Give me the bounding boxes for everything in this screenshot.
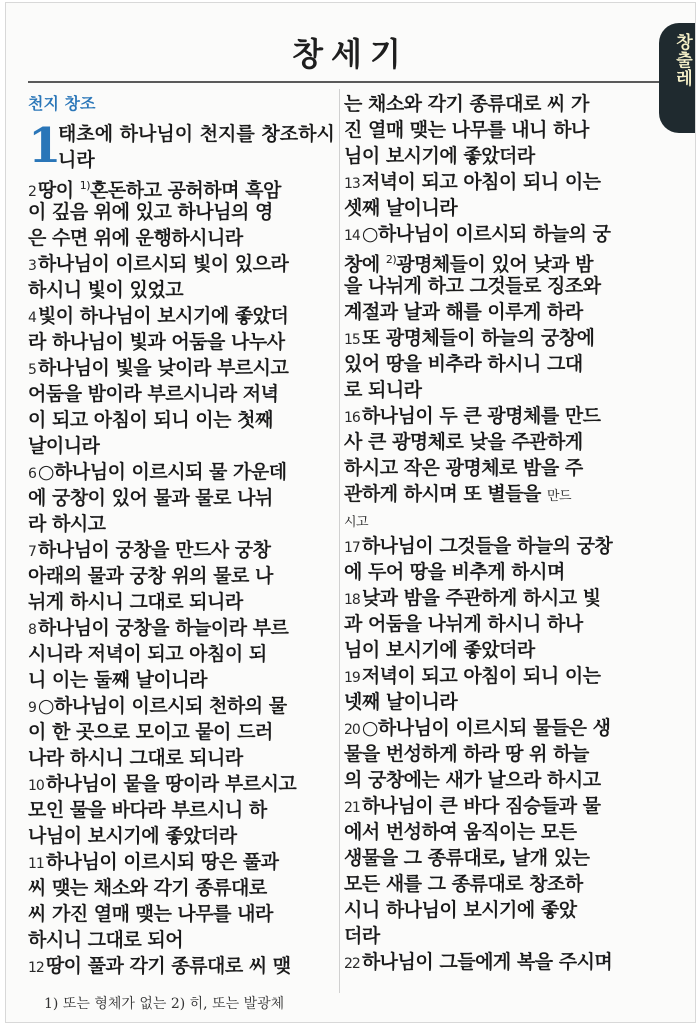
verse-text: 이 되고 아침이 되니 이는 첫째 xyxy=(28,409,273,431)
chapter-number: 1 xyxy=(28,118,62,174)
verse-line xyxy=(28,537,350,563)
verse-text: 모인 물을 바다라 부르시니 하 xyxy=(28,799,267,821)
left-verse-lines xyxy=(28,173,350,979)
verse-line xyxy=(344,689,672,715)
verse-text: 하나님이 그들에게 복을 주시며 xyxy=(361,951,613,973)
verse-line xyxy=(344,299,672,325)
verse-line xyxy=(28,771,350,797)
verse-text: 생물을 그 종류대로, 날개 있는 xyxy=(344,847,590,869)
verse-text: 진 열매 맺는 나무를 내니 하나 xyxy=(344,119,589,141)
verse-line xyxy=(28,615,350,641)
verse-line xyxy=(344,429,672,455)
verse-text: 사 큰 광명체로 낮을 주관하게 xyxy=(344,431,583,453)
verse-line xyxy=(344,455,672,481)
verse-text: 님이 보시기에 좋았더라 xyxy=(344,639,535,661)
verse-text: 하나님이 그것들을 하늘의 궁창 xyxy=(361,535,613,557)
verse-number: 10 xyxy=(28,778,44,794)
verse-line xyxy=(28,459,350,485)
verse-number: 22 xyxy=(344,956,360,972)
chapter-start xyxy=(28,118,350,174)
verse-text: 하나님이 이르시되 땅은 풀과 xyxy=(45,851,279,873)
verse-line xyxy=(344,871,672,897)
verse-number: 7 xyxy=(28,544,36,560)
verse-line xyxy=(344,325,672,351)
verse-line xyxy=(344,169,672,195)
verse-number: 18 xyxy=(344,592,360,608)
verse-line xyxy=(28,407,350,433)
verse-text: 시니 하나님이 보시기에 좋았 xyxy=(344,899,577,921)
verse-line xyxy=(28,355,350,381)
verse-text: 이 깊음 위에 있고 하나님의 영 xyxy=(28,201,273,223)
verse-line xyxy=(344,741,672,767)
verse-text: 셋째 날이니라 xyxy=(344,197,458,219)
verse-text-small: 시고 xyxy=(344,515,369,530)
verse-text: 에서 번성하여 움직이는 모든 xyxy=(344,821,577,843)
verse-text: ○하나님이 이르시되 하늘의 궁 xyxy=(361,223,611,245)
verse-text-continued: 혼돈하고 공허하며 흑암 xyxy=(90,179,281,202)
verse-text: 땅이 xyxy=(37,179,80,202)
verse-text: 저녁이 되고 아침이 되니 이는 xyxy=(361,171,601,193)
verse-text: 하시니 빛이 있었고 xyxy=(28,279,184,301)
header-rule xyxy=(28,81,684,83)
verse-line xyxy=(344,91,672,117)
verse-line xyxy=(344,819,672,845)
verse-line xyxy=(28,511,350,537)
verse-text: 하시니 그대로 되어 xyxy=(28,929,184,951)
verse-line xyxy=(28,823,350,849)
verse-text: 나라 하시니 그대로 되니라 xyxy=(28,747,243,769)
verse-line xyxy=(344,715,672,741)
verse-line xyxy=(28,927,350,953)
verse-line xyxy=(344,195,672,221)
verse-text: 하나님이 뭍을 땅이라 부르시고 xyxy=(45,773,297,795)
verse-line xyxy=(344,273,672,299)
verse-line xyxy=(344,793,672,819)
verse-line xyxy=(28,173,350,202)
verse-text: 아래의 물과 궁창 위의 물로 나 xyxy=(28,565,273,587)
verse-number: 8 xyxy=(28,622,36,638)
verse-number: 17 xyxy=(344,540,360,556)
verse-line xyxy=(344,845,672,871)
verse-line xyxy=(28,303,350,329)
bible-page xyxy=(5,2,696,1023)
verse-number: 14 xyxy=(344,228,360,244)
verse-text: 하나님이 궁창을 하늘이라 부르 xyxy=(37,617,289,639)
verse-text: 씨 가진 열매 맺는 나무를 내라 xyxy=(28,903,273,925)
verse-text: 나님이 보시기에 좋았더라 xyxy=(28,825,237,847)
verse-text: 하나님이 이르시되 빛이 있으라 xyxy=(37,253,289,275)
verse-text: 의 궁창에는 새가 날으라 하시고 xyxy=(344,769,601,791)
verse-text: 낮과 밤을 주관하게 하시고 빛 xyxy=(361,587,601,609)
footnote-marker[interactable]: 2) xyxy=(385,253,397,266)
verse-text: 하나님이 궁창을 만드사 궁창 xyxy=(37,539,271,561)
verse-text: 에 궁창이 있어 물과 물로 나뉘 xyxy=(28,487,273,509)
verse-line xyxy=(28,381,350,407)
verse-text: ○하나님이 이르시되 천하의 물 xyxy=(37,695,287,717)
section-heading: 천지 창조 xyxy=(28,94,96,113)
verse-text: 빛이 하나님이 보시기에 좋았더 xyxy=(37,305,289,327)
verse-line xyxy=(344,923,672,949)
verse-number: 9 xyxy=(28,700,36,716)
verse-text: 씨 맺는 채소와 각기 종류대로 xyxy=(28,877,267,899)
verse-number: 12 xyxy=(28,960,44,976)
verse-number: 11 xyxy=(28,856,44,872)
verse-line xyxy=(344,351,672,377)
verse-text: 하나님이 큰 바다 짐승들과 물 xyxy=(361,795,601,817)
verse-text: 창에 xyxy=(344,253,386,276)
verse-text-small: 만드 xyxy=(547,489,572,504)
verse-line xyxy=(344,949,672,975)
verse-line xyxy=(344,481,672,507)
verse-line xyxy=(344,767,672,793)
verse-number: 13 xyxy=(344,176,360,192)
verse-line xyxy=(344,403,672,429)
verse-text: 하나님이 빛을 낮이라 부르시고 xyxy=(37,357,289,379)
verse-line xyxy=(28,901,350,927)
verse-number: 4 xyxy=(28,310,36,326)
verse-line xyxy=(28,563,350,589)
verse-line xyxy=(28,199,350,225)
verse-text: 는 채소와 각기 종류대로 씨 가 xyxy=(344,93,589,115)
verse-line xyxy=(28,225,350,251)
verse-text: 넷째 날이니라 xyxy=(344,691,458,713)
right-verse-lines xyxy=(344,91,672,975)
verse-text: 하시고 작은 광명체로 밤을 주 xyxy=(344,457,583,479)
verse-line xyxy=(344,897,672,923)
verse-text: 땅이 풀과 각기 종류대로 씨 맺 xyxy=(45,955,291,977)
verse-text: 과 어둠을 나뉘게 하시니 하나 xyxy=(344,613,583,635)
verse-line xyxy=(344,533,672,559)
verse-text: 날이니라 xyxy=(28,435,100,457)
verse-text: 관하게 하시며 또 별들을 xyxy=(344,483,547,505)
verse-text: 을 나뉘게 하고 그것들로 징조와 xyxy=(344,275,601,297)
verse-text: 또 광명체들이 하늘의 궁창에 xyxy=(361,327,595,349)
verse-number: 20 xyxy=(344,722,360,738)
verse-text-continued: 광명체들이 있어 낮과 밤 xyxy=(396,253,594,276)
verse-text: 니 이는 둘째 날이니라 xyxy=(28,669,208,691)
verse-number: 2 xyxy=(28,184,36,201)
verse-number: 15 xyxy=(344,332,360,348)
verse-text: 이 한 곳으로 모이고 뭍이 드러 xyxy=(28,721,273,743)
verse-text: 계절과 날과 해를 이루게 하라 xyxy=(344,301,583,323)
verse-text: 뉘게 하시니 그대로 되니라 xyxy=(28,591,243,613)
verse-line xyxy=(344,611,672,637)
footnote-marker[interactable]: 1) xyxy=(79,179,91,192)
verse-text: 라 하나님이 빛과 어둠을 나누사 xyxy=(28,331,285,353)
verse-line xyxy=(344,377,672,403)
verse-number: 5 xyxy=(28,362,36,378)
verse-line xyxy=(28,953,350,979)
verse-text: 라 하시고 xyxy=(28,513,106,535)
verse-text: ○하나님이 이르시되 물 가운데 xyxy=(37,461,287,483)
book-title: 창세기 xyxy=(292,35,409,73)
verse-number: 6 xyxy=(28,466,36,482)
verse-text: 은 수면 위에 운행하시니라 xyxy=(28,227,243,249)
verse-text: 어둠을 밤이라 부르시니라 저녁 xyxy=(28,383,279,405)
right-column xyxy=(344,91,672,975)
verse-text: 하나님이 두 큰 광명체를 만드 xyxy=(361,405,601,427)
book-index-tab-label: 창출레 xyxy=(672,33,692,87)
verse-1-text: 태초에 하나님이 천지를 창조하시니라 xyxy=(58,123,335,171)
verse-line xyxy=(344,143,672,169)
verse-number: 16 xyxy=(344,410,360,426)
verse-line xyxy=(344,637,672,663)
verse-line xyxy=(344,663,672,689)
verse-number: 19 xyxy=(344,670,360,686)
left-column xyxy=(28,91,350,979)
verse-line xyxy=(28,251,350,277)
verse-text: 님이 보시기에 좋았더라 xyxy=(344,145,535,167)
verse-line xyxy=(28,875,350,901)
verse-text: 저녁이 되고 아침이 되니 이는 xyxy=(361,665,601,687)
verse-line xyxy=(28,329,350,355)
verse-text: 있어 땅을 비추라 하시니 그대 xyxy=(344,353,583,375)
verse-text: 시니라 저녁이 되고 아침이 되 xyxy=(28,643,267,665)
verse-line xyxy=(344,221,672,247)
verse-number: 3 xyxy=(28,258,36,274)
verse-line xyxy=(344,117,672,143)
verse-line xyxy=(28,433,350,459)
verse-line xyxy=(28,485,350,511)
verse-line xyxy=(28,277,350,303)
verse-line xyxy=(344,585,672,611)
verse-line xyxy=(28,667,350,693)
verse-line xyxy=(28,693,350,719)
verse-line xyxy=(28,745,350,771)
verse-number: 21 xyxy=(344,800,360,816)
verse-text: 에 두어 땅을 비추게 하시며 xyxy=(344,561,565,583)
verse-line xyxy=(344,247,672,276)
footnotes: 1) 또는 형체가 없는 2) 히, 또는 발광체 xyxy=(44,996,285,1012)
verse-text: 더라 xyxy=(344,925,380,947)
verse-text: 모든 새를 그 종류대로 창조하 xyxy=(344,873,583,895)
verse-line xyxy=(344,559,672,585)
verse-line xyxy=(344,507,672,533)
verse-text: 로 되니라 xyxy=(344,379,422,401)
verse-line xyxy=(28,849,350,875)
verse-line xyxy=(28,797,350,823)
verse-line xyxy=(28,719,350,745)
verse-text: ○하나님이 이르시되 물들은 생 xyxy=(361,717,611,739)
verse-line xyxy=(28,641,350,667)
verse-line xyxy=(28,589,350,615)
verse-text: 물을 번성하게 하라 땅 위 하늘 xyxy=(344,743,589,765)
